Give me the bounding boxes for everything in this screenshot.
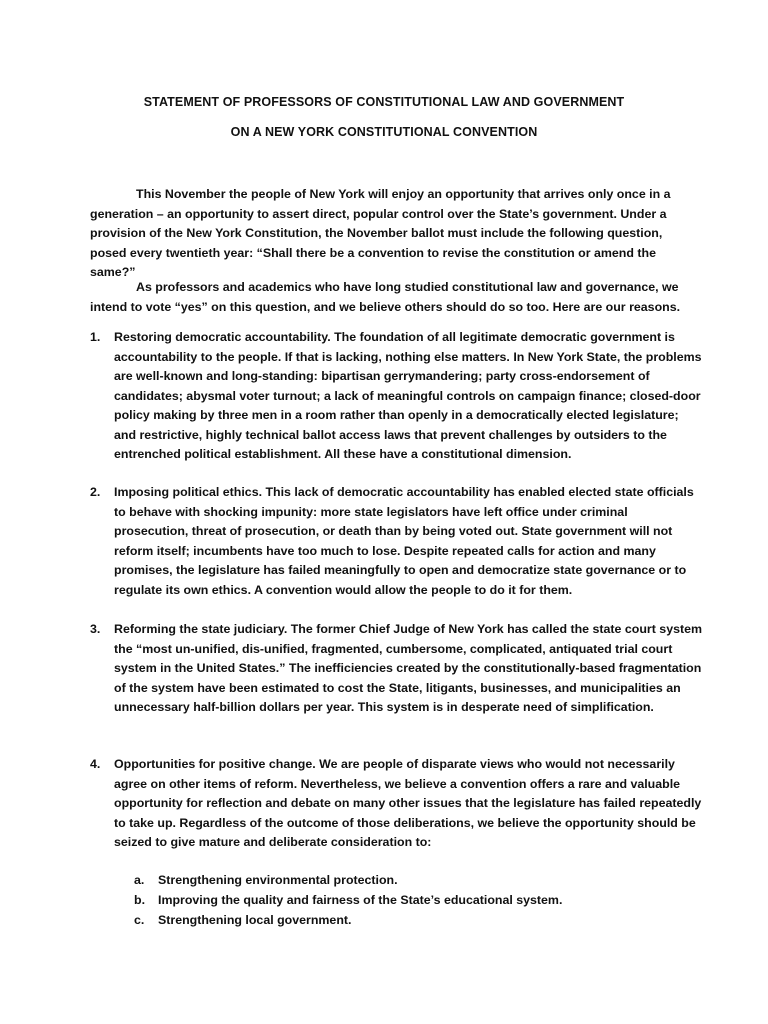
sub-list-item	[134, 871, 694, 891]
list-item	[90, 620, 702, 718]
list-item	[90, 328, 702, 465]
list-item-text: Reforming the state judiciary. The former Chief Judge of New York has called the state court system the “most un-unified, dis-unified, fragmented, cumbersome, complicated, antiquated trial court system in the United States.” The inefficiencies created by the constitutionally-based fragmentation of the system have been estimated to cost the State, litigants, businesses, and municipalities an unnecessary half-billion dollars per year. This system is in desperate need of simplification.	[114, 622, 703, 714]
list-item-text: Restoring democratic accountability. The foundation of all legitimate democratic government is accountability to the people. If that is lacking, nothing else matters. In New York State, the problems are well-known and long-standing: bipartisan gerrymandering; party cross-endorsement of candidates; abysmal voter turnout; a lack of meaningful controls on campaign finance; closed-door policy making by three men in a room rather than openly in a democratically elected legislature; and restrictive, highly technical ballot access laws that prevent challenges by outsiders to the entrenched political establishment. All these have a constitutional dimension.	[114, 330, 702, 461]
list-item-text: Imposing political ethics. This lack of democratic accountability has enabled elected state officials to behave with shocking impunity: more state legislators have left office under criminal prosecution, threat of prosecution, or death than by being voted out. State government will not reform itself; incumbents have too much to lose. Despite repeated calls for action and many promises, the legislature has failed meaningfully to open and democratize state governance or to regulate its own ethics. A convention would allow the people to do it for them.	[114, 485, 694, 597]
sub-list-item-letter: a.	[134, 873, 145, 887]
sub-list-item	[134, 891, 694, 911]
sub-list-item-letter: b.	[134, 893, 146, 907]
sub-list-item-text: Strengthening environmental protection.	[158, 873, 398, 887]
list-item-number: 3.	[90, 622, 101, 636]
sub-list-item-text: Improving the quality and fairness of the State’s educational system.	[158, 893, 563, 907]
list-item-number: 2.	[90, 485, 101, 499]
document-title-line-1: STATEMENT OF PROFESSORS OF CONSTITUTIONAL LAW AND GOVERNMENT	[143, 95, 625, 109]
list-item-number: 1.	[90, 330, 101, 344]
intro-paragraph: This November the people of New York will enjoy an opportunity that arrives only once in a generation – an opportunity to assert direct, popular control over the State’s government. Under a provision of the New York Constitution, the November ballot must include the following question, posed every twentieth year: “Shall there be a convention to revise the constitution or amend the same?”	[90, 187, 671, 279]
list-item	[90, 755, 702, 853]
sub-list-item-text: Strengthening local government.	[158, 913, 352, 927]
list-item-text: Opportunities for positive change. We are people of disparate views who would not necessarily agree on other items of reform. Nevertheless, we believe a convention offers a rare and valuable opportunity for reflection and debate on many other issues that the legislature has failed repeatedly to take up. Regardless of the outcome of those deliberations, we believe the opportunity should be seized to give mature and deliberate consideration to:	[114, 757, 702, 849]
sub-list-item-letter: c.	[134, 913, 145, 927]
document-title-line-2: ON A NEW YORK CONSTITUTIONAL CONVENTION	[230, 125, 538, 139]
sub-list-item	[134, 911, 694, 931]
list-item	[90, 483, 702, 600]
list-item-number: 4.	[90, 757, 101, 771]
position-paragraph: As professors and academics who have long studied constitutional law and governance, we intend to vote “yes” on this question, and we believe others should do so too. Here are our reasons.	[90, 280, 681, 314]
